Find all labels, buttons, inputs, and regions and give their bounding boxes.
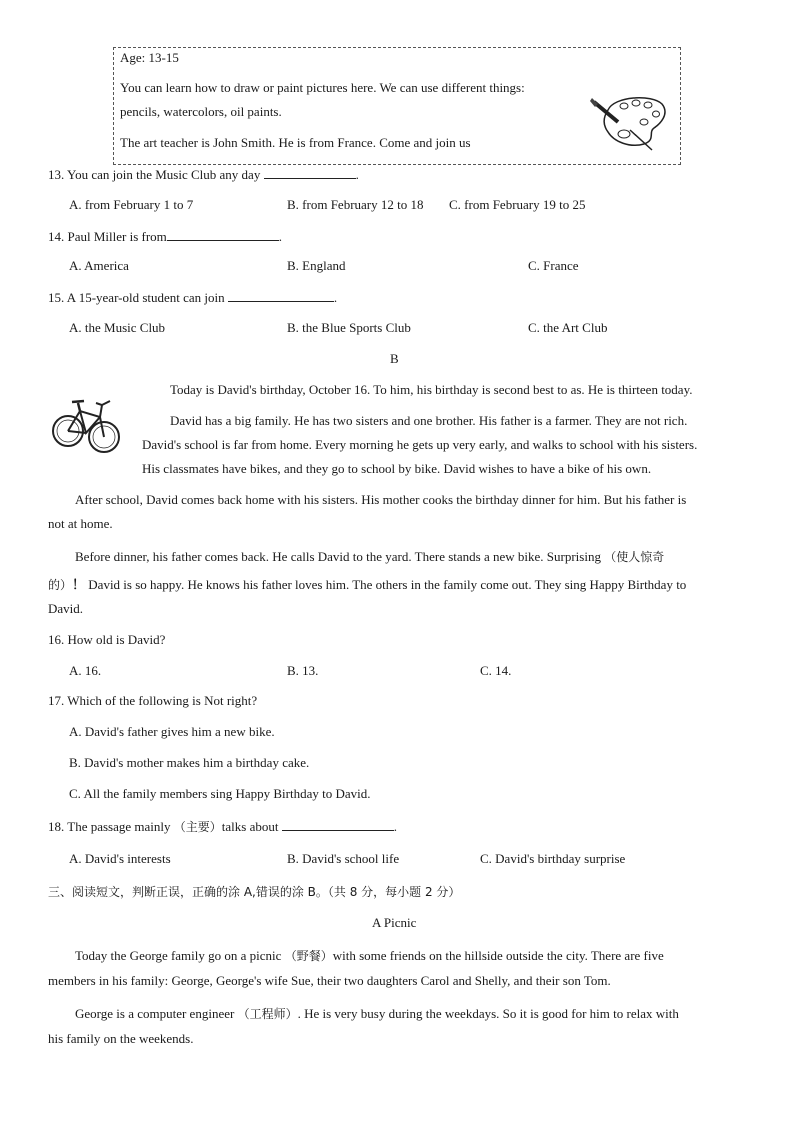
q18-option-b: B. David's school life	[287, 851, 400, 866]
passage-b-p2-line3: His classmates have bikes, and they go to school by bike. David wishes to have a bike of his own.	[142, 461, 652, 476]
picnic-p1-line2: members in his family: George, George's wife Sue, their two daughters Carol and Shelly, and their son Tom.	[48, 973, 611, 988]
q15-option-b: B. the Blue Sports Club	[287, 320, 411, 335]
q14-option-c: C. France	[528, 258, 579, 273]
answer-blank-15[interactable]	[228, 289, 334, 302]
q16-option-a: A. 16.	[69, 663, 102, 678]
question-13	[48, 166, 359, 183]
picnic-p1-line1-b: with some friends on the hillside outside the city. There are five	[332, 948, 664, 963]
picnic-p2-line1-a: George is a computer engineer	[75, 1006, 235, 1021]
q17-option-b: B. David's mother makes him a birthday cake.	[69, 755, 310, 770]
question-18-stem-b: talks about	[221, 819, 279, 834]
q16-option-c: C. 14.	[480, 663, 512, 678]
q13-option-b: B. from February 12 to 18	[287, 197, 424, 212]
passage-b-p4-line3: David.	[48, 601, 84, 616]
picnic-gloss: （野餐）	[284, 949, 333, 963]
question-15	[48, 289, 337, 306]
answer-blank-14[interactable]	[167, 228, 279, 241]
club-line-2: pencils, watercolors, oil paints.	[120, 104, 282, 119]
question-14-stem: 14. Paul Miller is from	[48, 229, 167, 244]
question-14-period: .	[278, 229, 283, 244]
passage-b-p4-line1-text: Before dinner, his father comes back. He calls David to the yard. There stands a new bike. Surprising	[75, 549, 601, 564]
q15-option-c: C. the Art Club	[528, 320, 608, 335]
q16-option-b: B. 13.	[287, 663, 319, 678]
passage-b-p2-line2: David's school is far from home. Every morning he gets up very early, and walks to school with his sisters.	[142, 437, 698, 452]
section-3-heading: 三、阅读短文，判断正误，正确的涂 A,错误的涂 B。（共 8 分，每小题 2 分）	[48, 885, 461, 899]
question-15-period: .	[333, 290, 338, 305]
q14-option-a: A. America	[69, 258, 129, 273]
section-b-title: B	[390, 351, 399, 366]
q18-option-a: A. David's interests	[69, 851, 171, 866]
picnic-p2-line1	[75, 1005, 679, 1022]
passage-b-p4-gloss-end: 的）	[48, 578, 73, 592]
passage-b-p1: Today is David's birthday, October 16. To him, his birthday is second best to as. He is thirteen today.	[170, 382, 693, 397]
exclamation-mark: ！	[72, 577, 86, 592]
question-18	[48, 818, 397, 835]
paint-palette-icon	[590, 92, 670, 154]
engineer-gloss: （工程师）	[237, 1007, 298, 1021]
picnic-p2-line2: his family on the weekends.	[48, 1031, 194, 1046]
picnic-p1-line1	[75, 947, 664, 964]
question-15-stem: 15. A 15-year-old student can join	[48, 290, 225, 305]
question-17-stem: 17. Which of the following is Not right?	[48, 693, 258, 708]
passage-b-p4-gloss: （使人惊奇	[604, 550, 665, 564]
q17-option-a: A. David's father gives him a new bike.	[69, 724, 275, 739]
picnic-p1-line1-a: Today the George family go on a picnic	[75, 948, 282, 963]
passage-b-p4-line2	[48, 574, 686, 593]
q14-option-b: B. England	[287, 258, 346, 273]
question-16-stem: 16. How old is David?	[48, 632, 166, 647]
picnic-title: A Picnic	[372, 915, 417, 930]
answer-blank-18[interactable]	[282, 818, 394, 831]
question-18-gloss: （主要）	[173, 820, 222, 834]
q13-option-a: A. from February 1 to 7	[69, 197, 194, 212]
question-13-stem: 13. You can join the Music Club any day	[48, 167, 261, 182]
question-18-stem-a: 18. The passage mainly	[48, 819, 171, 834]
q13-option-c: C. from February 19 to 25	[449, 197, 586, 212]
answer-blank-13[interactable]	[264, 166, 356, 179]
passage-b-p2-line1: David has a big family. He has two sisters and one brother. His father is a farmer. They are not rich.	[170, 413, 688, 428]
question-14	[48, 228, 282, 245]
q15-option-a: A. the Music Club	[69, 320, 166, 335]
q18-option-c: C. David's birthday surprise	[480, 851, 626, 866]
passage-b-p3-line2: not at home.	[48, 516, 113, 531]
picnic-p2-line1-b: . He is very busy during the weekdays. So it is good for him to relax with	[297, 1006, 679, 1021]
q17-option-c: C. All the family members sing Happy Birthday to David.	[69, 786, 371, 801]
passage-b-p4-line2-text: David is so happy. He knows his father loves him. The others in the family come out. They sing Happy Birthday to	[85, 577, 687, 592]
club-line-1: You can learn how to draw or paint pictures here. We can use different things:	[120, 80, 525, 95]
question-18-period: .	[393, 819, 397, 834]
club-line-3: The art teacher is John Smith. He is from France. Come and join us	[120, 135, 471, 150]
passage-b-p4-line1	[75, 548, 664, 565]
club-age: Age: 13-15	[120, 50, 179, 65]
bicycle-icon	[50, 393, 122, 459]
passage-b-p3-line1: After school, David comes back home with his sisters. His mother cooks the birthday dinner for him. But his father is	[75, 492, 687, 507]
question-13-period: .	[355, 167, 359, 182]
